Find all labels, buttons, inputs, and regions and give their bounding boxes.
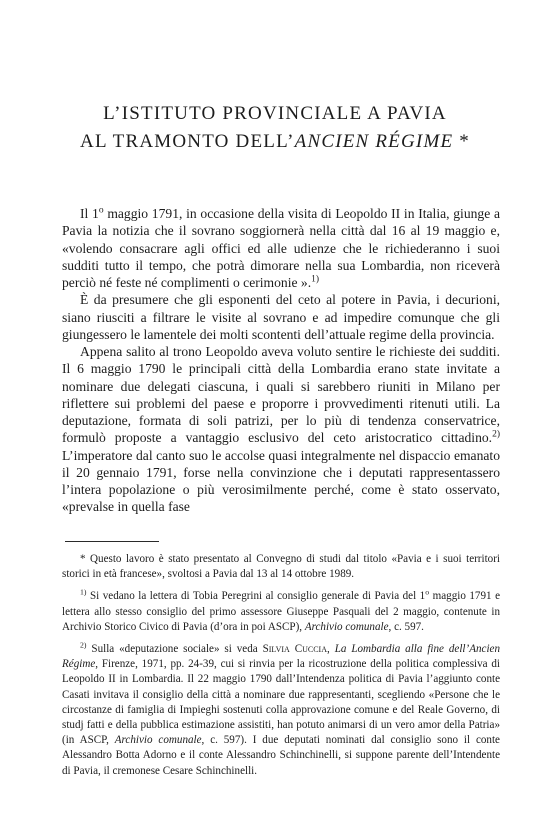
ordinal-sup: o	[98, 205, 104, 216]
p1-text-b: maggio 1791, in occasione della visita di Leopoldo II in Italia, giunge a Pavia la notizia che il sovrano soggiornerà nella città dal 16 al 19 maggio e, «volendo consacrare agli offici ed alle udienze che le richiederanno i suoi sudditi tutto il tempo, che potrà dimorare nella sua Lombardia, non riceverà perciò né feste né complimenti o cerimonie ».	[62, 206, 500, 290]
footnote-2-author: Silvia Cuccia	[262, 643, 328, 656]
footnote-ref-1: 1)	[311, 274, 320, 285]
footnote-1-text-d: , c. 597.	[388, 620, 424, 633]
paragraph-2	[62, 291, 500, 343]
article-title-line2	[0, 131, 550, 153]
footnote-2-mark: 2)	[80, 640, 87, 650]
p3-text-a: Appena salito al trono Leopoldo aveva voluto sentire le richieste dei sudditi. Il 6 maggio 1790 le principali città della Lombardia erano state invitate a nominare due delegati ciascuna, i quali si sarebbero riuniti in Milano per riflettere sui problemi del paese e proporre i provvedimenti ritenuti utili. La deputazione, formata di soli patrizi, per lo più di tendenza conservatrice, formulò proposte a vantaggio esclusivo del ceto aristocratico cittadino.	[62, 344, 500, 446]
footnote-2	[62, 642, 500, 779]
footnote-2-book-title: La Lombardia alla fine dell’Ancien Régime	[62, 643, 500, 671]
footnote-divider	[65, 541, 159, 542]
footnote-2-archive: Archivio comunale	[114, 734, 202, 747]
paragraph-3	[62, 343, 500, 516]
p3-text-b: L’imperatore dal canto suo le accolse quasi integralmente nel dispaccio emanato il 20 gennaio 1791, forse nella convinzione che i deputati rappresentassero l’intera popolazione o più verosimilmente perché, come è stato osservato, «prevalse in quella fase	[62, 447, 500, 515]
paragraph-1	[62, 205, 500, 291]
title-line1-text: L’ISTITUTO PROVINCIALE A PAVIA	[103, 103, 447, 124]
footnote-1-text-b: maggio 1791 e lettera allo stesso consiglio del primo assessore Giuseppe Pasquali del 2 maggio, contenute in Archivio Storico Civico di Pavia (d’ora in poi ASCP),	[62, 590, 500, 633]
footnote-ref-2: 2)	[492, 429, 500, 440]
footnote-star	[62, 552, 500, 582]
p2-text: È da presumere che gli esponenti del ceto al potere in Pavia, i decurioni, siano riusciti a filtrare le visite al sovrano e ad impedire comunque che gli giungessero le lamentele dei molti scontenti dell’attuale regime della provincia.	[62, 292, 500, 342]
title-line2-italic: ANCIEN RÉGIME	[294, 131, 454, 152]
footnote-2-text-a: Sulla «deputazione sociale» si veda	[86, 643, 263, 656]
footnote-1-mark: 1)	[80, 587, 87, 597]
footnote-1	[62, 589, 500, 635]
footnote-1-text-a: Si vedano la lettera di Tobia Peregrini al consiglio generale di Pavia del 1	[86, 590, 426, 603]
footnote-2-text-b: ,	[327, 643, 335, 656]
footnotes	[62, 552, 500, 779]
footnote-2-text-c: , Firenze, 1971, pp. 24-39, cui si rinvia per la ricostruzione della politica complessiva di Leopoldo II in Lombardia. Il 22 maggio 1790 dall’Intendenza politica di Pavia l’aggiunto conte Casati invitava il consiglio della città a nominare due rappresentanti, scegliendo «Persone che le circostanze di famiglia di Impieghi sostenuti colla approvazione comune e del Reale Governo, di studj fatti e della pubblica estimazione assistiti, han potuto animarsi di un vero amor della Patria» (in ASCP,	[62, 658, 500, 747]
p1-text-a: Il 1	[80, 206, 99, 221]
title-footnote-mark: *	[453, 131, 470, 152]
footnote-2-text-e: , c. 597). I due deputati nominati dal consiglio sono il conte Alessandro Botta Adorno e il conte Alessandro Schinchinelli, si suppone parente dell’Intendente di Pavia, il cremonese Cesare Schinchinelli.	[62, 734, 500, 777]
footnote-1-ordinal: o	[425, 587, 430, 597]
footnote-star-text: * Questo lavoro è stato presentato al Convegno di studi dal titolo «Pavia e i suoi territori storici in età francese», svoltosi a Pavia dal 13 al 14 ottobre 1989.	[62, 553, 500, 581]
title-line2-prefix: AL TRAMONTO DELL’	[80, 131, 295, 152]
body-text	[62, 205, 500, 516]
article-title-line1	[0, 103, 550, 125]
footnote-1-archive: Archivio comunale	[304, 620, 389, 633]
